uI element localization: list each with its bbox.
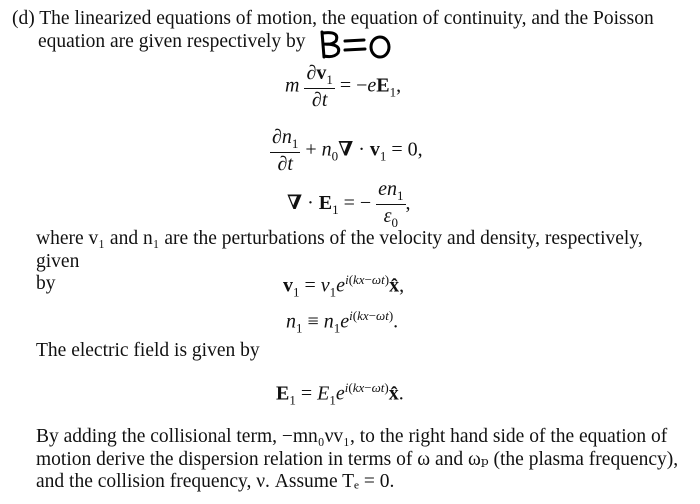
task-paragraph <box>12 426 688 494</box>
intro-line-2: equation are given respectively by <box>38 30 306 52</box>
task-line-3: and the collision frequency, ν. Assume Tₑ = 0. <box>36 471 395 492</box>
where-line-1: where v₁ and n₁ are the perturbations of the velocity and density, respectively, given <box>36 228 643 272</box>
task-line-1: By adding the collisional term, −mn₀νv₁, to the right hand side of the equation of <box>36 426 668 447</box>
equation-continuity: $\frac{\partial n_1}{\partial t}$ + $n_0\nabla \cdot v_1 = 0$, <box>272 126 423 175</box>
handwritten-b-equals-zero <box>318 29 392 59</box>
equation-velocity-perturbation: $v_1$ = $v_1e^{i(kx-\omega t)}x̂$, <box>283 272 405 300</box>
equation-motion: m $\frac{\partial v_1}{\partial t}$ = $-eE_1$, <box>285 62 402 111</box>
equation-density-perturbation: $n_1 \equiv n_1e^{i(kx-\omega t)}$. <box>286 308 399 336</box>
task-line-2: motion derive the dispersion relation in terms of ω and ωₚ (the plasma frequency), <box>36 448 679 470</box>
equation-electric-field: $E_1$ = $E_1e^{i(kx-\omega t)}x̂$. <box>276 380 404 408</box>
field-sentence: The electric field is given by <box>36 340 260 361</box>
intro-line-1: (d) The linearized equations of motion, the equation of continuity, and the Poisson <box>12 8 654 29</box>
equation-poisson: ∇ · $E_1$ = − $\frac{en_1}{\varepsilon_0}$ , <box>287 178 411 230</box>
handwritten-note <box>318 29 392 64</box>
where-line-2: by <box>36 273 56 294</box>
